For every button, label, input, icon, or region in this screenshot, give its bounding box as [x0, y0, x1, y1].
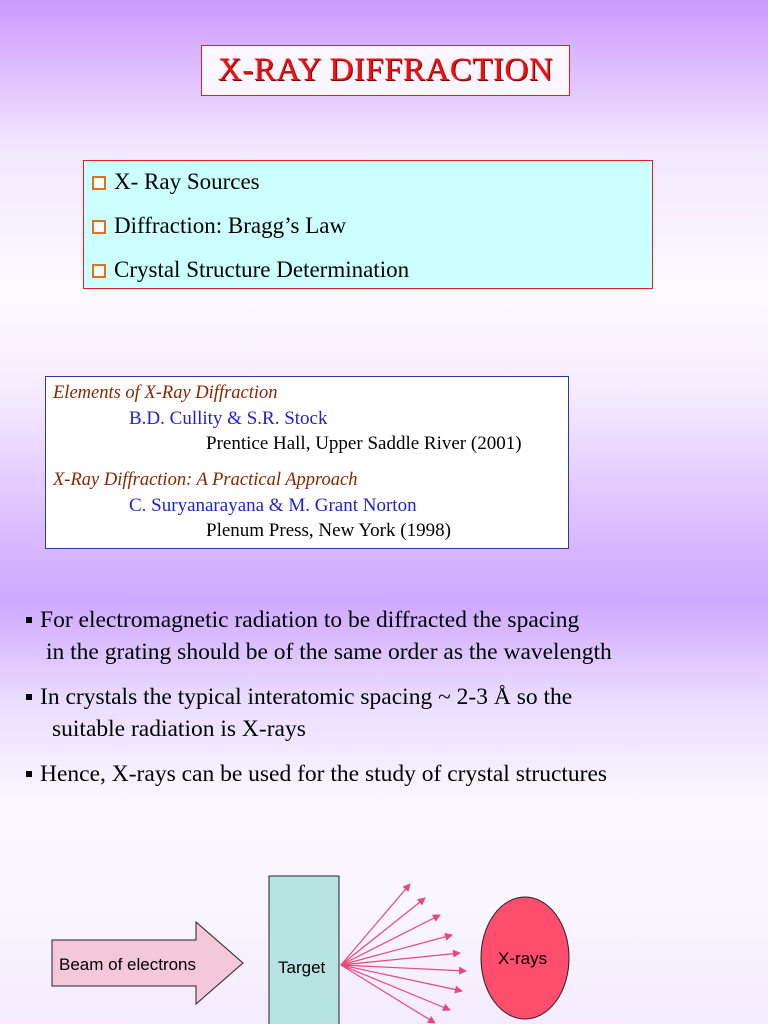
topic-item — [92, 169, 260, 195]
topics-box — [83, 160, 653, 289]
topic-label: Crystal Structure Determination — [114, 257, 410, 282]
beam-label: Beam of electrons — [59, 955, 197, 974]
bullet-square-icon — [26, 617, 32, 623]
bullet-item — [26, 759, 607, 790]
checkbox-icon — [92, 176, 106, 190]
ray-line — [341, 915, 440, 965]
xray-generation-diagram — [0, 860, 768, 1024]
topic-label: Diffraction: Bragg’s Law — [114, 213, 347, 238]
topic-item — [92, 257, 409, 283]
target-label: Target — [278, 958, 326, 977]
reference-title: Elements of X-Ray Diffraction — [53, 383, 278, 403]
ray-line — [341, 965, 466, 971]
references-box — [45, 376, 569, 549]
checkbox-icon — [92, 264, 106, 278]
ray-line — [341, 898, 425, 965]
reference-publisher: Prentice Hall, Upper Saddle River (2001) — [206, 433, 522, 454]
page-title: X-RAY DIFFRACTION — [217, 52, 554, 88]
bullet-square-icon — [26, 771, 32, 777]
bullet-item — [26, 682, 572, 713]
ray-line — [341, 965, 435, 1023]
target-block — [269, 876, 339, 1024]
ray-line — [341, 953, 460, 965]
checkbox-icon — [92, 220, 106, 234]
reference-authors: B.D. Cullity & S.R. Stock — [129, 408, 328, 429]
topic-label: X- Ray Sources — [114, 169, 260, 194]
reference-authors: C. Suryanarayana & M. Grant Norton — [129, 495, 417, 516]
ray-line — [341, 884, 410, 965]
bullet-continuation: in the grating should be of the same order as the wavelength — [46, 639, 612, 665]
xrays-label: X-rays — [498, 949, 548, 968]
bullet-square-icon — [26, 694, 32, 700]
bullet-item — [26, 605, 579, 636]
bullet-text: For electromagnetic radiation to be diffracted the spacing — [40, 607, 580, 633]
reference-title: X-Ray Diffraction: A Practical Approach — [53, 470, 358, 490]
bullet-continuation: suitable radiation is X-rays — [52, 716, 306, 742]
ray-line — [341, 965, 462, 991]
emitted-rays — [341, 884, 466, 1023]
reference-publisher: Plenum Press, New York (1998) — [206, 520, 451, 541]
ray-line — [341, 965, 450, 1010]
bullet-text: In crystals the typical interatomic spacing ~ 2-3 Å so the — [40, 684, 573, 710]
bullet-text: Hence, X-rays can be used for the study of crystal structures — [40, 761, 608, 787]
topic-item — [92, 213, 346, 239]
title-box — [201, 45, 570, 96]
ray-line — [341, 935, 452, 965]
